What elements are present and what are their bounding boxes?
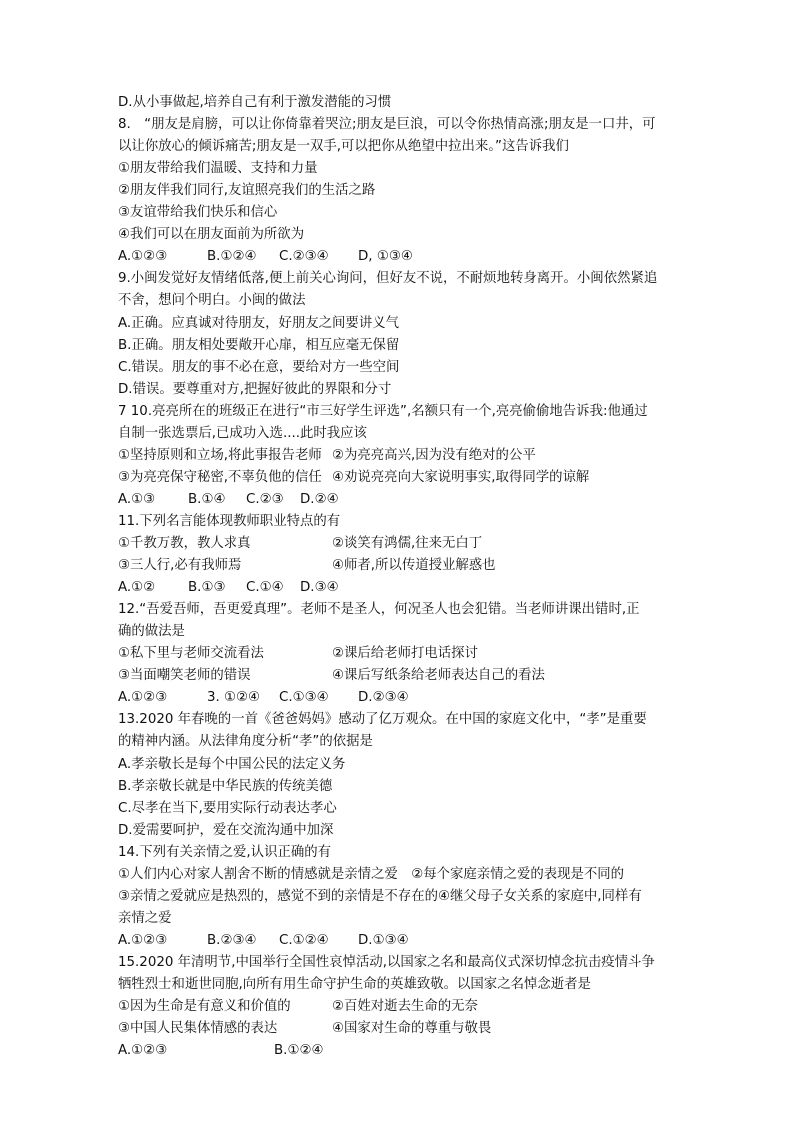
text-segment: ②课后给老师打电话探讨: [332, 646, 478, 662]
text-line: ①朋友带给我们温暖、支持和力量: [118, 161, 318, 177]
text-segment: D.②④: [300, 491, 339, 507]
text-segment: A.①②: [118, 580, 156, 596]
text-segment: C.①③④: [279, 690, 329, 706]
text-line: 牺牲烈士和逝世同胞,向所有用生命守护生命的英雄致敬。以国家之名悼念逝者是: [118, 977, 591, 992]
text-segment: ③为亮亮保守秘密,不辜负他的信任: [118, 469, 322, 485]
text-segment: ②为亮亮高兴,因为没有绝对的公平: [332, 447, 536, 463]
text-segment: ①因为生命是有意义和价值的: [118, 999, 291, 1015]
text-line: ③亲情之爱就应是热烈的，感觉不到的亲情是不存在的④继父母子女关系的家庭中,同样有: [118, 888, 642, 904]
text-line: C.错误。朋友的事不必在意，要给对方一些空间: [118, 359, 400, 375]
text-segment: D.③④: [300, 580, 339, 596]
text-segment: A.①②③: [118, 1043, 168, 1059]
text-line: ②朋友伴我们同行,友谊照亮我们的生活之路: [118, 183, 376, 199]
text-segment: B.①②④: [274, 1043, 324, 1059]
text-line: 9.小闽发觉好友情绪低落,便上前关心询问，但好友不说，不耐烦地转身离开。小闽依然紧追: [118, 271, 658, 287]
text-line: B.正确。朋友相处要敞开心扉，相互应毫无保留: [118, 337, 400, 353]
text-segment: ①私下里与老师交流看法: [118, 646, 264, 662]
text-line: 8. “朋友是肩膀，可以让你倚靠着哭泣;朋友是巨浪，可以令你热情高涨;朋友是一口井，可: [118, 117, 656, 133]
text-line: A.孝亲敬长是每个中国公民的法定义务: [118, 756, 346, 772]
text-segment: ③当面嘲笑老师的错误: [118, 668, 251, 684]
text-line: D.错误。要尊重对方,把握好彼此的界限和分寸: [118, 381, 392, 397]
text-line: ①人们内心对家人割舍不断的情感就是亲情之爱 ②每个家庭亲情之爱的表现是不同的: [118, 866, 625, 882]
text-segment: B.②③④: [207, 932, 257, 948]
text-line: 的精神内涵。从法律角度分析“孝”的依据是: [118, 734, 373, 750]
text-line: 14.下列有关亲情之爱,认识正确的有: [118, 844, 332, 860]
text-line: 15.2020 年清明节,中国举行全国性哀悼活动,以国家之名和最高仪式深切悼念抗击疫情斗争: [118, 954, 655, 970]
text-segment: ②百姓对逝去生命的无奈: [332, 999, 478, 1015]
text-segment: A.①②③: [118, 249, 168, 265]
text-segment: D, ①③④: [358, 249, 413, 265]
text-segment: ④课后写纸条给老师表达自己的看法: [332, 668, 545, 684]
text-segment: ②谈笑有鸿儒,往来无白丁: [332, 536, 483, 551]
text-segment: B.①②④: [207, 249, 257, 265]
text-line: ④我们可以在朋友面前为所欲为: [118, 227, 305, 243]
text-line: 7 10.亮亮所在的班级正在进行“市三好学生评选”,名额只有一个,亮亮偷偷地告诉我:他通过: [118, 403, 648, 419]
text-line: D.从小事做起,培养自己有利于激发潜能的习惯: [118, 95, 392, 110]
text-segment: 3. ①②④: [207, 690, 261, 706]
text-line: 以让你放心的倾诉痛苦;朋友是一双手,可以把你从绝望中拉出来。”这告诉我们: [118, 139, 569, 155]
text-segment: B.①③: [188, 580, 226, 596]
text-segment: ①千教万教，教人求真: [118, 536, 251, 551]
text-line: 不舍，想问个明白。小闽的做法: [118, 293, 306, 309]
text-segment: A.①②③: [118, 932, 168, 948]
text-line: A.正确。应真诚对待朋友，好朋友之间要讲义气: [118, 315, 399, 331]
text-segment: ④师者,所以传道授业解惑也: [332, 558, 496, 574]
text-line: ③友谊带给我们快乐和信心: [118, 205, 278, 221]
text-segment: D.②③④: [358, 690, 409, 706]
text-segment: ①坚持原则和立场,将此事报告老师: [118, 447, 322, 463]
text-segment: A.①②③: [118, 690, 168, 706]
text-segment: C.①④: [246, 580, 284, 596]
text-line: B.孝亲敬长就是中华民族的传统美德: [118, 778, 333, 794]
text-line: 亲情之爱: [118, 910, 172, 926]
text-segment: B.①④: [188, 491, 226, 507]
text-segment: A.①③: [118, 491, 156, 507]
text-line: C.尽孝在当下,要用实际行动表达孝心: [118, 800, 337, 816]
text-segment: ④国家对生命的尊重与敬畏: [332, 1021, 492, 1037]
text-segment: C.①②④: [279, 932, 329, 948]
text-segment: C.②③④: [279, 249, 329, 265]
text-line: 11.下列名言能体现教师职业特点的有: [118, 513, 341, 529]
text-segment: ④劝说亮亮向大家说明事实,取得同学的谅解: [332, 469, 590, 485]
text-segment: ③中国人民集体情感的表达: [118, 1021, 278, 1037]
text-segment: C.②③: [246, 491, 284, 507]
text-line: D.爱需要呵护，爱在交流沟通中加深: [118, 822, 334, 838]
text-line: 13.2020 年春晚的一首《爸爸妈妈》感动了亿万观众。在中国的家庭文化中，“孝”是重要: [118, 712, 647, 728]
text-line: 自制一张选票后,已成功入选....此时我应该: [118, 425, 367, 441]
text-line: 12.“吾爱吾师，吾更爱真理”。老师不是圣人，何况圣人也会犯错。当老师讲课出错时,正: [118, 602, 640, 618]
text-line: 确的做法是: [118, 624, 185, 640]
text-segment: ③三人行,必有我师焉: [118, 558, 242, 574]
text-segment: D.①③④: [358, 932, 409, 948]
